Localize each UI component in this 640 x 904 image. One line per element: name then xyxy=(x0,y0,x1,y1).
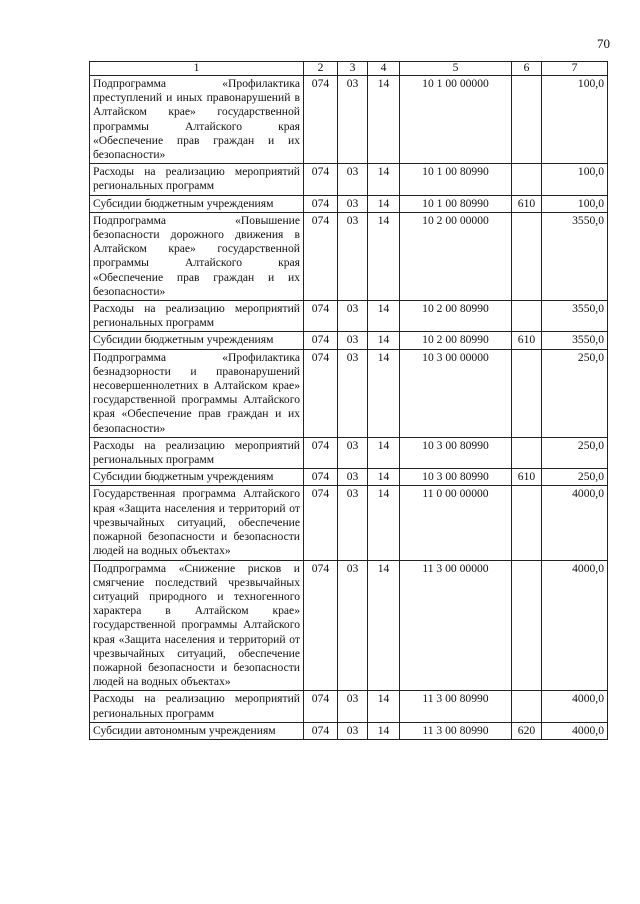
col-3: 03 xyxy=(338,164,368,195)
col-5: 10 1 00 80990 xyxy=(400,195,512,212)
col-3: 03 xyxy=(338,691,368,722)
page-number: 70 xyxy=(597,36,610,51)
row-name: Субсидии бюджетным учреждениям xyxy=(90,195,304,212)
col-5: 11 3 00 80990 xyxy=(400,691,512,722)
col-4: 14 xyxy=(368,691,400,722)
col-4: 14 xyxy=(368,195,400,212)
header-cell: 1 xyxy=(90,62,304,76)
table-row xyxy=(90,560,608,691)
row-name: Расходы на реализацию мероприятий региональных программ xyxy=(90,164,304,195)
col-3: 03 xyxy=(338,349,368,437)
col-2: 074 xyxy=(304,349,338,437)
col-2: 074 xyxy=(304,722,338,739)
col-6 xyxy=(512,301,542,332)
col-5: 10 2 00 00000 xyxy=(400,212,512,300)
col-2: 074 xyxy=(304,195,338,212)
table-row xyxy=(90,722,608,739)
col-5: 11 3 00 00000 xyxy=(400,560,512,691)
col-6 xyxy=(512,560,542,691)
col-4: 14 xyxy=(368,164,400,195)
table-row xyxy=(90,486,608,560)
col-6 xyxy=(512,691,542,722)
row-name: Расходы на реализацию мероприятий региональных программ xyxy=(90,437,304,468)
header-cell: 6 xyxy=(512,62,542,76)
col-6: 620 xyxy=(512,722,542,739)
row-name: Расходы на реализацию мероприятий региональных программ xyxy=(90,301,304,332)
col-3: 03 xyxy=(338,301,368,332)
table-row xyxy=(90,212,608,300)
col-7: 100,0 xyxy=(542,195,608,212)
col-6 xyxy=(512,212,542,300)
header-cell: 3 xyxy=(338,62,368,76)
col-5: 10 2 00 80990 xyxy=(400,332,512,349)
header-cell: 2 xyxy=(304,62,338,76)
table-row xyxy=(90,164,608,195)
col-7: 4000,0 xyxy=(542,691,608,722)
col-6: 610 xyxy=(512,195,542,212)
col-6 xyxy=(512,164,542,195)
header-row xyxy=(90,62,608,76)
col-4: 14 xyxy=(368,332,400,349)
row-name: Подпрограмма «Повышение безопасности дорожного движения в Алтайском крае» государственной программы Алтайского края «Обеспечение прав граждан и их безопасности» xyxy=(90,212,304,300)
budget-table xyxy=(89,61,608,740)
col-5: 11 0 00 00000 xyxy=(400,486,512,560)
row-name: Субсидии автономным учреждениям xyxy=(90,722,304,739)
col-5: 11 3 00 80990 xyxy=(400,722,512,739)
col-2: 074 xyxy=(304,560,338,691)
col-2: 074 xyxy=(304,437,338,468)
col-7: 100,0 xyxy=(542,76,608,164)
table-row xyxy=(90,195,608,212)
col-7: 3550,0 xyxy=(542,332,608,349)
row-name: Расходы на реализацию мероприятий региональных программ xyxy=(90,691,304,722)
col-4: 14 xyxy=(368,437,400,468)
col-2: 074 xyxy=(304,332,338,349)
col-7: 100,0 xyxy=(542,164,608,195)
col-4: 14 xyxy=(368,469,400,486)
col-6 xyxy=(512,486,542,560)
col-2: 074 xyxy=(304,691,338,722)
col-4: 14 xyxy=(368,486,400,560)
col-4: 14 xyxy=(368,560,400,691)
col-5: 10 3 00 00000 xyxy=(400,349,512,437)
table-row xyxy=(90,349,608,437)
row-name: Субсидии бюджетным учреждениям xyxy=(90,469,304,486)
col-7: 250,0 xyxy=(542,437,608,468)
col-2: 074 xyxy=(304,76,338,164)
col-5: 10 3 00 80990 xyxy=(400,469,512,486)
col-7: 250,0 xyxy=(542,349,608,437)
table-row xyxy=(90,301,608,332)
row-name: Субсидии бюджетным учреждениям xyxy=(90,332,304,349)
row-name: Подпрограмма «Профилактика безнадзорности и правонарушений несовершеннолетних в Алтайском крае» государственной программы Алтайского края «Обеспечение прав граждан и их безопасности» xyxy=(90,349,304,437)
table-row xyxy=(90,76,608,164)
col-3: 03 xyxy=(338,212,368,300)
col-4: 14 xyxy=(368,349,400,437)
col-3: 03 xyxy=(338,76,368,164)
col-4: 14 xyxy=(368,212,400,300)
col-7: 4000,0 xyxy=(542,560,608,691)
row-name: Подпрограмма «Снижение рисков и смягчение последствий чрезвычайных ситуаций природного и техногенного характера в Алтайском крае» государственной программы Алтайского края «Защита населения и территорий от чрезвычайных ситуаций, обеспечение пожарной безопасности и безопасности людей на водных объектах» xyxy=(90,560,304,691)
col-4: 14 xyxy=(368,76,400,164)
table-row xyxy=(90,332,608,349)
table-row xyxy=(90,469,608,486)
col-3: 03 xyxy=(338,195,368,212)
col-2: 074 xyxy=(304,301,338,332)
col-2: 074 xyxy=(304,486,338,560)
col-5: 10 1 00 00000 xyxy=(400,76,512,164)
col-5: 10 3 00 80990 xyxy=(400,437,512,468)
col-6 xyxy=(512,349,542,437)
col-3: 03 xyxy=(338,332,368,349)
col-7: 4000,0 xyxy=(542,722,608,739)
table-row xyxy=(90,437,608,468)
col-4: 14 xyxy=(368,301,400,332)
header-cell: 4 xyxy=(368,62,400,76)
col-5: 10 1 00 80990 xyxy=(400,164,512,195)
col-6: 610 xyxy=(512,469,542,486)
col-2: 074 xyxy=(304,212,338,300)
col-3: 03 xyxy=(338,469,368,486)
col-3: 03 xyxy=(338,722,368,739)
col-3: 03 xyxy=(338,486,368,560)
col-2: 074 xyxy=(304,469,338,486)
col-7: 250,0 xyxy=(542,469,608,486)
col-6: 610 xyxy=(512,332,542,349)
row-name: Подпрограмма «Профилактика преступлений и иных правонарушений в Алтайском крае» государственной программы Алтайского края «Обеспечение прав граждан и их безопасности» xyxy=(90,76,304,164)
col-4: 14 xyxy=(368,722,400,739)
col-3: 03 xyxy=(338,437,368,468)
col-2: 074 xyxy=(304,164,338,195)
col-7: 4000,0 xyxy=(542,486,608,560)
col-6 xyxy=(512,76,542,164)
row-name: Государственная программа Алтайского края «Защита населения и территорий от чрезвычайных ситуаций, обеспечение пожарной безопасности и безопасности людей на водных объектах» xyxy=(90,486,304,560)
col-7: 3550,0 xyxy=(542,212,608,300)
header-cell: 7 xyxy=(542,62,608,76)
header-cell: 5 xyxy=(400,62,512,76)
col-7: 3550,0 xyxy=(542,301,608,332)
col-3: 03 xyxy=(338,560,368,691)
col-6 xyxy=(512,437,542,468)
col-5: 10 2 00 80990 xyxy=(400,301,512,332)
table-row xyxy=(90,691,608,722)
